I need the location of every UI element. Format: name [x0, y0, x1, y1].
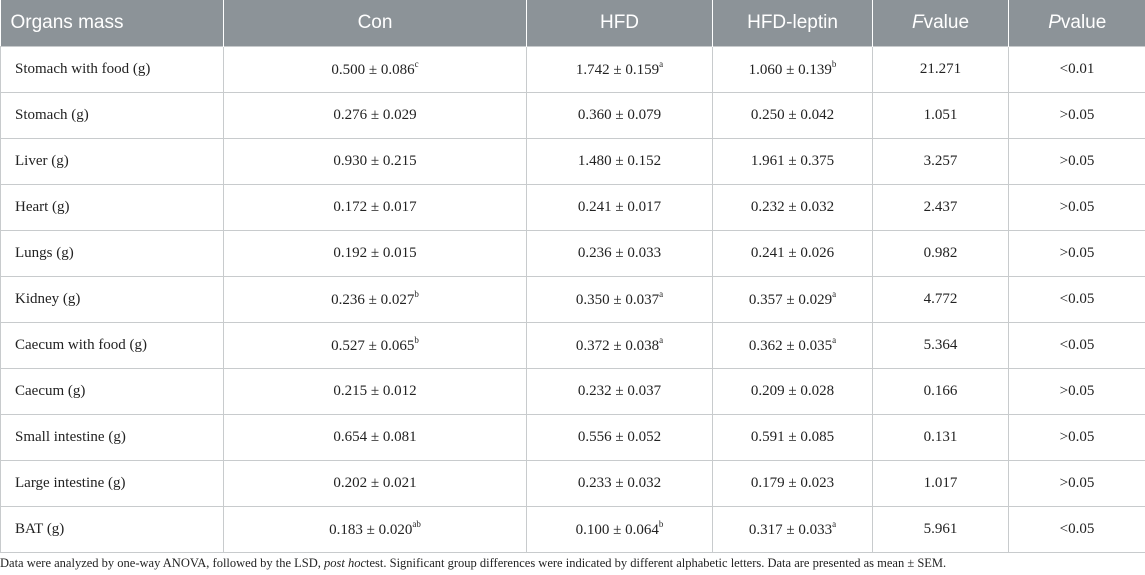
con-value-cell: 0.202 ± 0.021 — [224, 461, 527, 507]
organ-name-cell: Caecum with food (g) — [1, 323, 224, 369]
hfd-leptin-value-cell: 0.357 ± 0.029$^a$ — [713, 277, 873, 323]
con-value-cell: 0.276 ± 0.029 — [224, 93, 527, 139]
table-row — [1, 139, 1145, 185]
table-header — [1, 0, 1145, 47]
f-value-cell: 4.772 — [873, 277, 1009, 323]
organ-name-cell: Caecum (g) — [1, 369, 224, 415]
hfd-value-cell: 0.236 ± 0.033 — [527, 231, 713, 277]
significance-letter: b — [831, 59, 837, 69]
p-value-cell: >0.05 — [1009, 461, 1145, 507]
hfd-value-cell: 0.232 ± 0.037 — [527, 369, 713, 415]
organ-name-cell: BAT (g) — [1, 507, 224, 553]
p-value-cell: >0.05 — [1009, 139, 1145, 185]
table-row — [1, 93, 1145, 139]
p-value-cell: <0.05 — [1009, 507, 1145, 553]
p-value-cell: >0.05 — [1009, 415, 1145, 461]
hfd-leptin-value-cell: 0.362 ± 0.035$^a$ — [713, 323, 873, 369]
f-value-cell: 0.166 — [873, 369, 1009, 415]
con-value-cell: 0.654 ± 0.081 — [224, 415, 527, 461]
con-value-cell: 0.192 ± 0.015 — [224, 231, 527, 277]
con-value-cell: 0.172 ± 0.017 — [224, 185, 527, 231]
hfd-leptin-value-cell: 0.317 ± 0.033$^a$ — [713, 507, 873, 553]
table-row — [1, 231, 1145, 277]
f-value-cell: 5.364 — [873, 323, 1009, 369]
hfd-value-cell: 0.372 ± 0.038$^a$ — [527, 323, 713, 369]
organ-name-cell: Liver (g) — [1, 139, 224, 185]
hfd-value-cell: 0.360 ± 0.079 — [527, 93, 713, 139]
con-value-cell: 0.527 ± 0.065$^b$ — [224, 323, 527, 369]
organ-name-cell: Stomach with food (g) — [1, 47, 224, 93]
con-value-cell: 0.236 ± 0.027$^b$ — [224, 277, 527, 323]
hfd-value-cell: 0.241 ± 0.017 — [527, 185, 713, 231]
hfd-value-cell: 0.100 ± 0.064$^b$ — [527, 507, 713, 553]
p-value-cell: <0.05 — [1009, 277, 1145, 323]
hfd-leptin-value-cell: 1.060 ± 0.139$^b$ — [713, 47, 873, 93]
header-con: Con — [224, 0, 527, 47]
p-value-cell: <0.01 — [1009, 47, 1145, 93]
table-row — [1, 461, 1145, 507]
f-value-cell: 1.017 — [873, 461, 1009, 507]
hfd-leptin-value-cell: 1.961 ± 0.375 — [713, 139, 873, 185]
p-value-cell: >0.05 — [1009, 231, 1145, 277]
table-row — [1, 277, 1145, 323]
p-value-cell: >0.05 — [1009, 93, 1145, 139]
significance-letter: a — [832, 289, 837, 299]
hfd-value-cell: 0.556 ± 0.052 — [527, 415, 713, 461]
p-value-cell: >0.05 — [1009, 369, 1145, 415]
hfd-value-cell: 0.350 ± 0.037$^a$ — [527, 277, 713, 323]
hfd-leptin-value-cell: 0.250 ± 0.042 — [713, 93, 873, 139]
organ-name-cell: Large intestine (g) — [1, 461, 224, 507]
organ-name-cell: Kidney (g) — [1, 277, 224, 323]
significance-letter: a — [832, 335, 837, 345]
organ-name-cell: Heart (g) — [1, 185, 224, 231]
table-footnote: Data were analyzed by one-way ANOVA, followed by the LSD, post hoctest. Significant group differences were indicated by different alphabetic letters. Data are presented as mean ± SEM. — [0, 556, 947, 570]
header-hfd-leptin: HFD-leptin — [713, 0, 873, 47]
p-value-cell: >0.05 — [1009, 185, 1145, 231]
hfd-leptin-value-cell: 0.179 ± 0.023 — [713, 461, 873, 507]
significance-letter: b — [658, 519, 664, 529]
f-value-cell: 1.051 — [873, 93, 1009, 139]
header-p-value: Pvalue — [1009, 0, 1145, 47]
header-f-value: Fvalue — [873, 0, 1009, 47]
f-value-cell: 0.131 — [873, 415, 1009, 461]
hfd-leptin-value-cell: 0.209 ± 0.028 — [713, 369, 873, 415]
organ-name-cell: Stomach (g) — [1, 93, 224, 139]
table-row — [1, 415, 1145, 461]
f-value-cell: 5.961 — [873, 507, 1009, 553]
hfd-leptin-value-cell: 0.591 ± 0.085 — [713, 415, 873, 461]
significance-letter: a — [659, 59, 664, 69]
hfd-leptin-value-cell: 0.241 ± 0.026 — [713, 231, 873, 277]
f-value-cell: 21.271 — [873, 47, 1009, 93]
header-hfd: HFD — [527, 0, 713, 47]
significance-letter: ab — [412, 519, 421, 529]
significance-letter: a — [832, 519, 837, 529]
con-value-cell: 0.930 ± 0.215 — [224, 139, 527, 185]
hfd-value-cell: 0.233 ± 0.032 — [527, 461, 713, 507]
hfd-value-cell: 1.742 ± 0.159$^a$ — [527, 47, 713, 93]
significance-letter: a — [659, 335, 664, 345]
f-value-cell: 0.982 — [873, 231, 1009, 277]
significance-letter: a — [659, 289, 664, 299]
p-value-cell: <0.05 — [1009, 323, 1145, 369]
table-row — [1, 185, 1145, 231]
header-row — [1, 0, 1145, 47]
table-row — [1, 369, 1145, 415]
table-row — [1, 47, 1145, 93]
significance-letter: b — [414, 335, 419, 345]
significance-letter: b — [414, 289, 419, 299]
significance-letter: c — [414, 59, 419, 69]
hfd-leptin-value-cell: 0.232 ± 0.032 — [713, 185, 873, 231]
f-value-cell: 2.437 — [873, 185, 1009, 231]
table-row — [1, 507, 1145, 553]
table-row — [1, 323, 1145, 369]
con-value-cell: 0.215 ± 0.012 — [224, 369, 527, 415]
con-value-cell: 0.183 ± 0.020$^{ab}$ — [224, 507, 527, 553]
con-value-cell: 0.500 ± 0.086$^c$ — [224, 47, 527, 93]
hfd-value-cell: 1.480 ± 0.152 — [527, 139, 713, 185]
organ-name-cell: Small intestine (g) — [1, 415, 224, 461]
header-organs-mass: Organs mass — [1, 0, 224, 47]
f-value-cell: 3.257 — [873, 139, 1009, 185]
organ-name-cell: Lungs (g) — [1, 231, 224, 277]
table-body — [1, 47, 1145, 553]
